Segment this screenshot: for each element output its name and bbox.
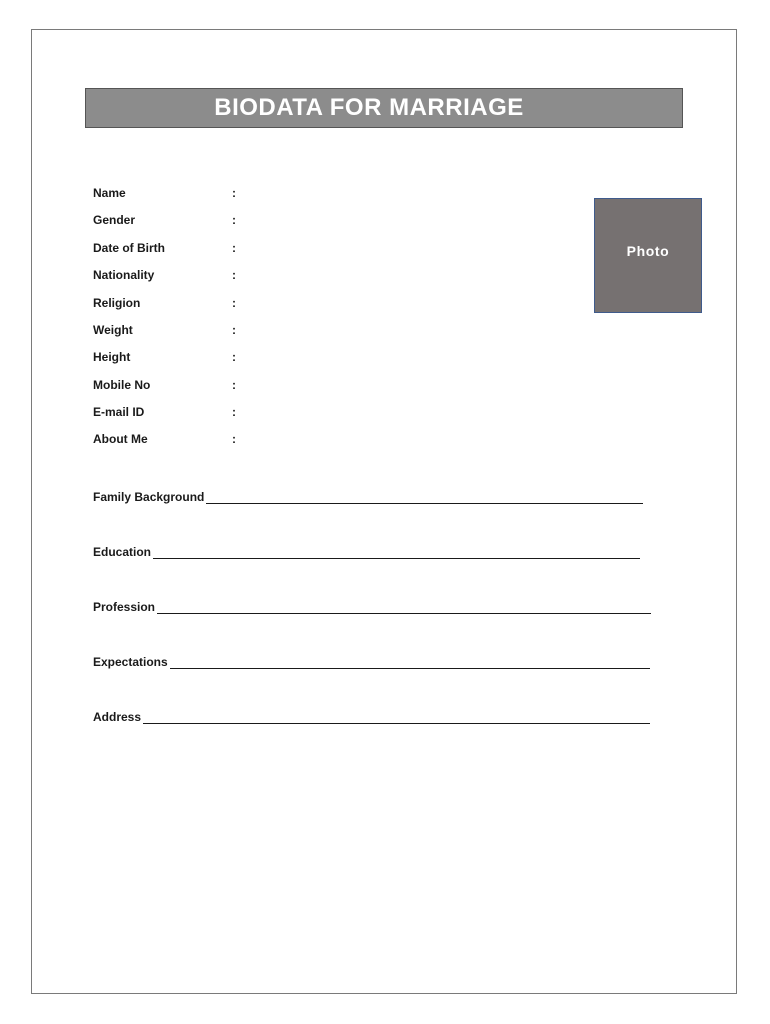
field-label-weight: Weight (93, 323, 133, 337)
field-colon: : (232, 432, 236, 446)
section-education (93, 541, 640, 559)
section-label-profession: Profession (93, 600, 156, 614)
section-expectations (93, 651, 650, 669)
section-address (93, 706, 650, 724)
field-colon: : (232, 268, 236, 282)
section-profession (93, 596, 651, 614)
field-colon: : (232, 241, 236, 255)
photo-label: Photo (626, 242, 670, 259)
field-colon: : (232, 213, 236, 227)
field-label-nationality: Nationality (93, 268, 155, 282)
fill-in-line (157, 601, 651, 614)
section-family-background (93, 486, 643, 504)
section-label-family-background: Family Background (93, 490, 205, 504)
field-colon: : (232, 405, 236, 419)
field-label-mobile-no: Mobile No (93, 378, 151, 392)
fill-in-line (143, 711, 650, 724)
section-label-expectations: Expectations (93, 655, 168, 669)
fill-in-line (206, 491, 643, 504)
section-label-education: Education (93, 545, 152, 559)
document-page (31, 29, 737, 994)
field-label-email-id: E-mail ID (93, 405, 145, 419)
page-title: BIODATA FOR MARRIAGE (214, 94, 524, 121)
field-label-name: Name (93, 186, 126, 200)
field-colon: : (232, 186, 236, 200)
field-colon: : (232, 378, 236, 392)
field-colon: : (232, 350, 236, 364)
field-label-about-me: About Me (93, 432, 148, 446)
section-label-address: Address (93, 710, 142, 724)
field-label-gender: Gender (93, 213, 136, 227)
photo-placeholder (594, 198, 702, 313)
field-label-religion: Religion (93, 296, 141, 310)
field-label-height: Height (93, 350, 131, 364)
title-banner (85, 88, 683, 128)
field-colon: : (232, 323, 236, 337)
fill-in-line (153, 546, 640, 559)
field-label-date-of-birth: Date of Birth (93, 241, 165, 255)
fill-in-line (170, 656, 650, 669)
field-colon: : (232, 296, 236, 310)
